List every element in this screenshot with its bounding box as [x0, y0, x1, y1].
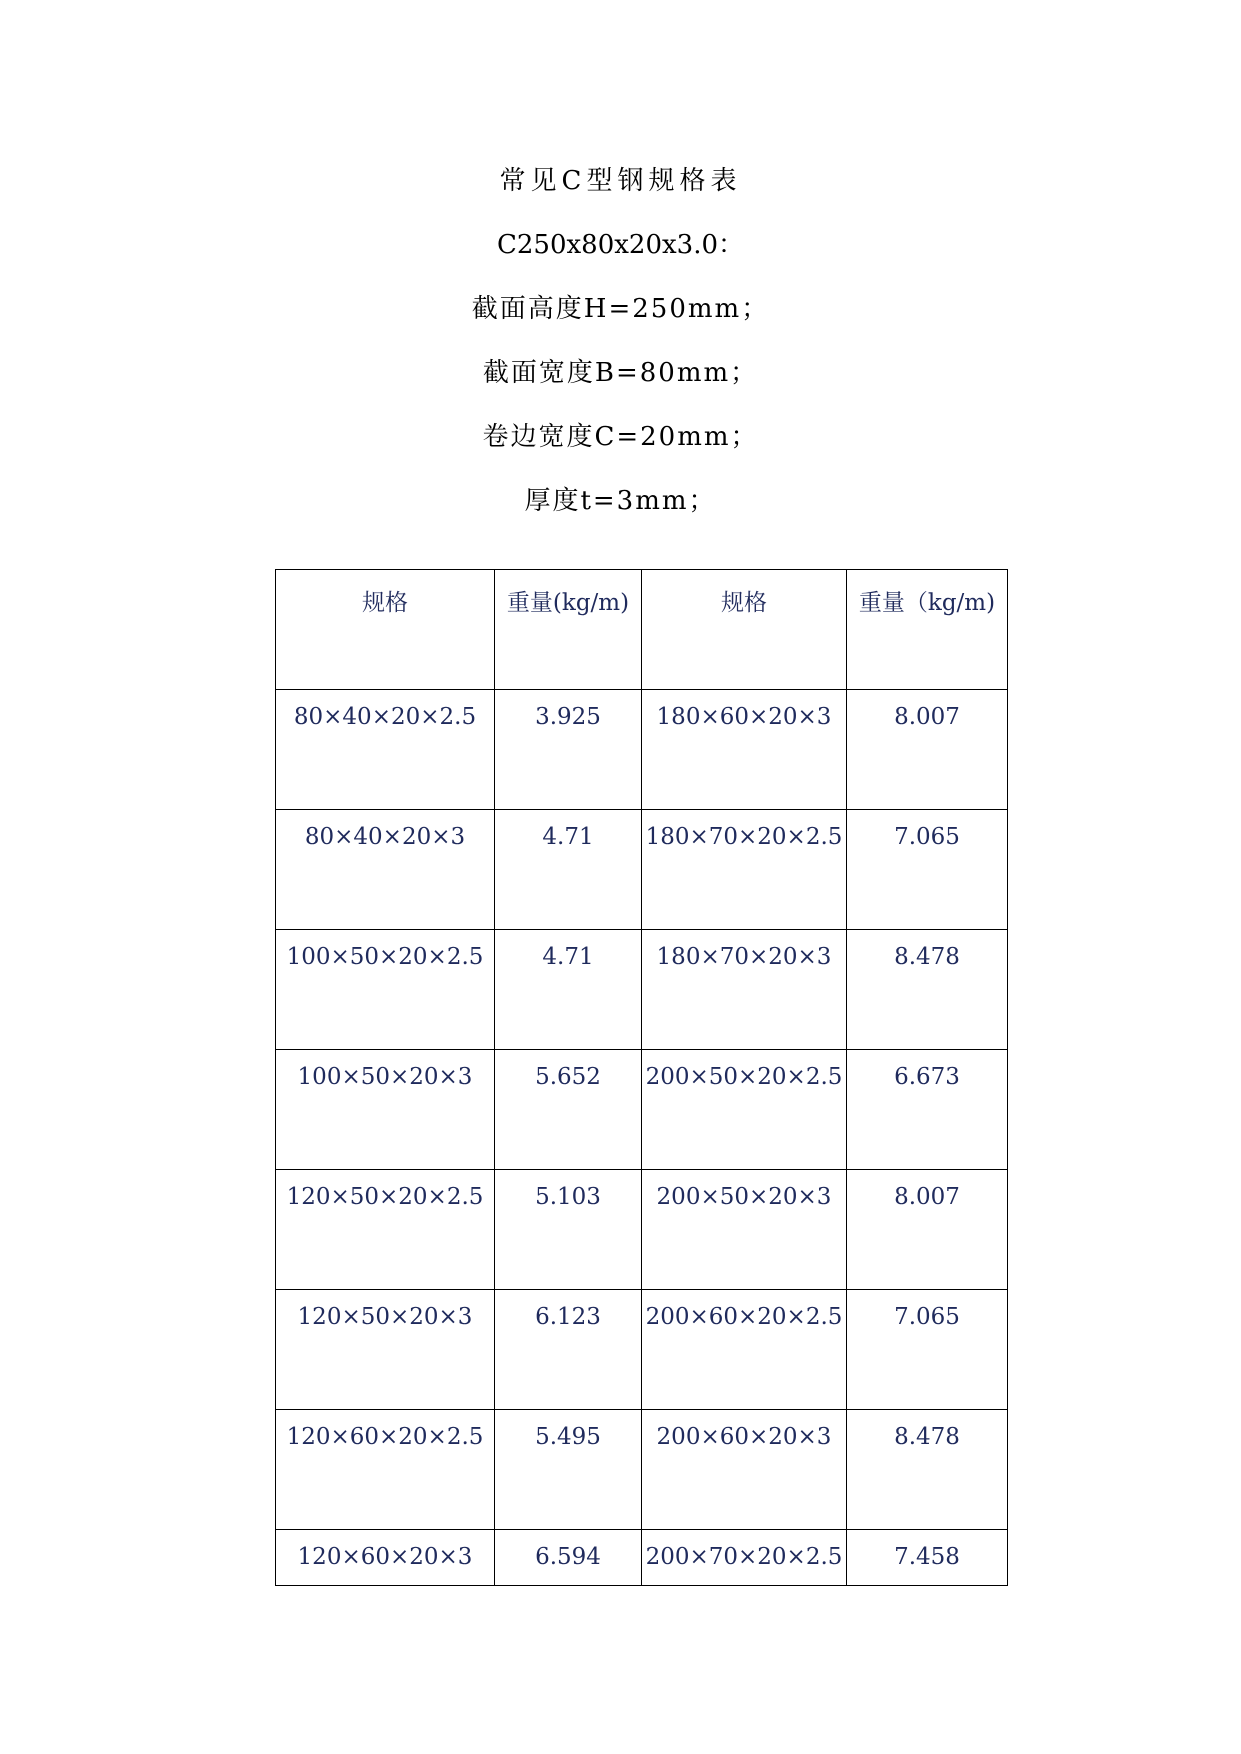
- table-cell: 8.478: [847, 1410, 1008, 1530]
- table-row: [276, 1410, 1008, 1530]
- table-cell: 100×50×20×2.5: [276, 930, 495, 1050]
- table-cell: 120×50×20×3: [276, 1290, 495, 1410]
- header-weight-2: 重量（kg/m): [847, 570, 1008, 690]
- document-title: 常见C型钢规格表: [499, 166, 742, 196]
- table-cell: 6.594: [495, 1530, 642, 1586]
- table-cell: 200×60×20×2.5: [642, 1290, 847, 1410]
- table-cell: 200×50×20×3: [642, 1170, 847, 1290]
- section-width-line: 截面宽度B=80mm；: [482, 358, 759, 388]
- spec-table: [275, 569, 1008, 1586]
- header-spec-2: 规格: [642, 570, 847, 690]
- table-cell: 120×50×20×2.5: [276, 1170, 495, 1290]
- table-cell: 200×60×20×3: [642, 1410, 847, 1530]
- table-cell: 6.673: [847, 1050, 1008, 1170]
- header-weight-1: 重量(kg/m): [495, 570, 642, 690]
- lip-width-line: 卷边宽度C=20mm；: [482, 422, 759, 452]
- table-cell: 5.103: [495, 1170, 642, 1290]
- table-row: [276, 1050, 1008, 1170]
- table-cell: 180×70×20×2.5: [642, 810, 847, 930]
- table-row: [276, 1290, 1008, 1410]
- table-row: [276, 1530, 1008, 1586]
- table-cell: 100×50×20×3: [276, 1050, 495, 1170]
- table-cell: 200×70×20×2.5: [642, 1530, 847, 1586]
- table-cell: 3.925: [495, 690, 642, 810]
- table-cell: 7.065: [847, 810, 1008, 930]
- table-cell: 8.478: [847, 930, 1008, 1050]
- table-cell: 5.495: [495, 1410, 642, 1530]
- table-cell: 80×40×20×2.5: [276, 690, 495, 810]
- table-cell: 180×60×20×3: [642, 690, 847, 810]
- table-row: [276, 1170, 1008, 1290]
- table-cell: 8.007: [847, 690, 1008, 810]
- table-cell: 6.123: [495, 1290, 642, 1410]
- section-height-line: 截面高度H=250mm；: [471, 294, 770, 324]
- table-cell: 200×50×20×2.5: [642, 1050, 847, 1170]
- table-cell: 120×60×20×2.5: [276, 1410, 495, 1530]
- table-cell: 120×60×20×3: [276, 1530, 495, 1586]
- table-row: [276, 690, 1008, 810]
- thickness-line: 厚度t=3mm；: [524, 486, 717, 516]
- table-cell: 80×40×20×3: [276, 810, 495, 930]
- table-cell: 7.458: [847, 1530, 1008, 1586]
- table-cell: 7.065: [847, 1290, 1008, 1410]
- table-cell: 180×70×20×3: [642, 930, 847, 1050]
- table-cell: 5.652: [495, 1050, 642, 1170]
- table-header-row: [276, 570, 1008, 690]
- table-row: [276, 810, 1008, 930]
- table-cell: 4.71: [495, 810, 642, 930]
- header-spec-1: 规格: [276, 570, 495, 690]
- model-designation: C250x80x20x3.0：: [496, 230, 745, 260]
- table-cell: 4.71: [495, 930, 642, 1050]
- table-cell: 8.007: [847, 1170, 1008, 1290]
- table-row: [276, 930, 1008, 1050]
